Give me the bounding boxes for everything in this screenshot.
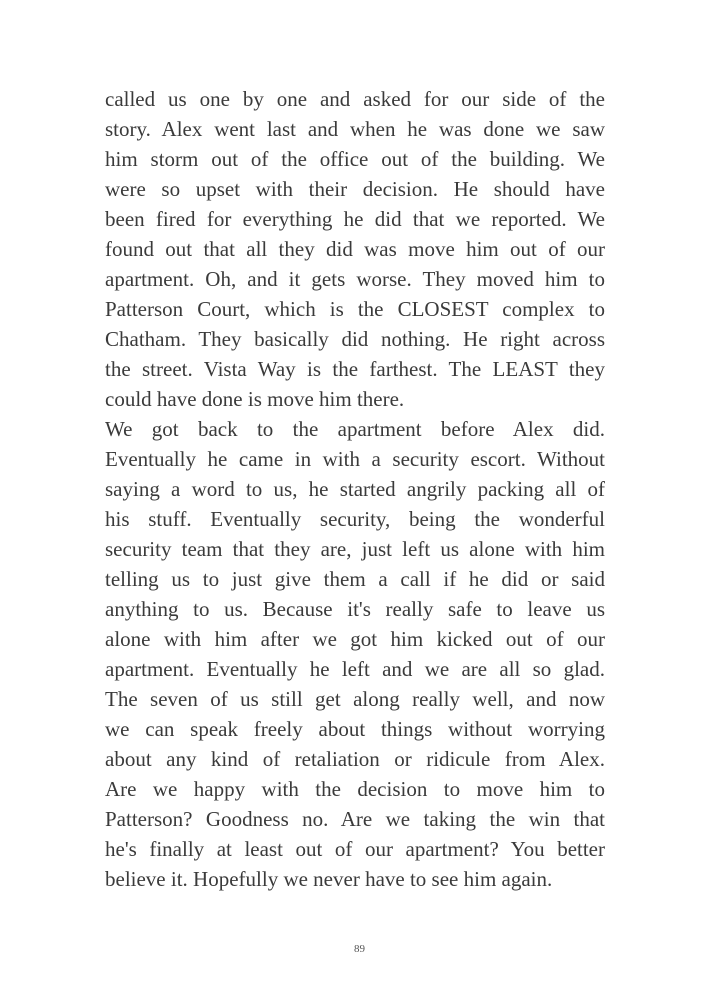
text-line: We got back to the apartment before Alex did.: [105, 417, 605, 441]
text-line: story. Alex went last and when he was done we saw: [105, 117, 605, 141]
text-line: The seven of us still get along really well, and now: [105, 687, 605, 711]
text-line: Patterson Court, which is the CLOSEST complex to: [105, 297, 605, 321]
body-text: [105, 84, 605, 894]
text-line: apartment. Oh, and it gets worse. They moved him to: [105, 267, 605, 291]
text-line: alone with him after we got him kicked out of our: [105, 627, 605, 651]
text-line: apartment. Eventually he left and we are all so glad.: [105, 657, 605, 681]
text-line: about any kind of retaliation or ridicule from Alex.: [105, 747, 605, 771]
text-line: telling us to just give them a call if he did or said: [105, 567, 605, 591]
text-line: been fired for everything he did that we reported. We: [105, 207, 605, 231]
text-line: Are we happy with the decision to move him to: [105, 777, 605, 801]
text-line: believe it. Hopefully we never have to see him again.: [105, 867, 553, 891]
text-line: found out that all they did was move him out of our: [105, 237, 605, 261]
text-line: security team that they are, just left us alone with him: [105, 537, 605, 561]
text-line: could have done is move him there.: [105, 387, 405, 411]
text-line: the street. Vista Way is the farthest. The LEAST they: [105, 357, 605, 381]
text-line: he's finally at least out of our apartment? You better: [105, 837, 605, 861]
text-line: him storm out of the office out of the building. We: [105, 147, 605, 171]
page-number: 89: [354, 943, 365, 955]
text-line: called us one by one and asked for our side of the: [105, 87, 605, 111]
text-line: were so upset with their decision. He should have: [105, 177, 605, 201]
text-line: Patterson? Goodness no. Are we taking the win that: [105, 807, 605, 831]
text-line: Eventually he came in with a security escort. Without: [105, 447, 605, 471]
text-line: saying a word to us, he started angrily packing all of: [105, 477, 605, 501]
text-line: his stuff. Eventually security, being the wonderful: [105, 507, 605, 531]
text-line: anything to us. Because it's really safe to leave us: [105, 597, 605, 621]
text-line: Chatham. They basically did nothing. He right across: [105, 327, 605, 351]
text-line: we can speak freely about things without worrying: [105, 717, 605, 741]
